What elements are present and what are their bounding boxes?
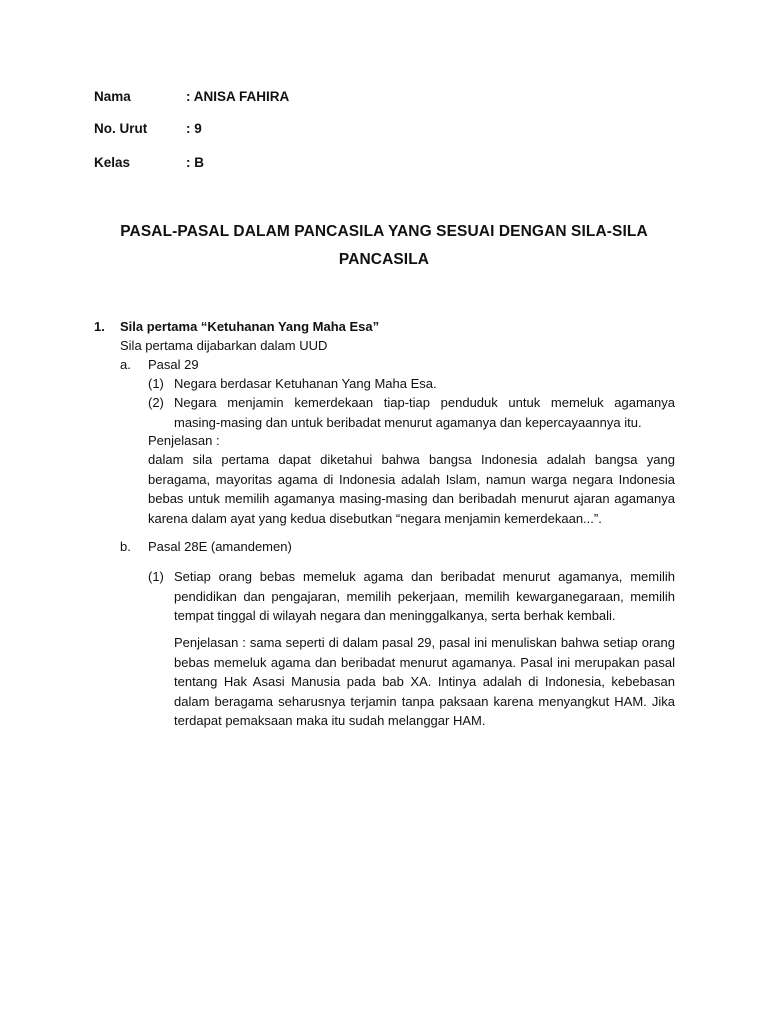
- list-item-text: Negara menjamin kemerdekaan tiap-tiap penduduk untuk memeluk agamanya masing-masing dan untuk beribadat menurut agamanya dan kepercayaannya itu.: [174, 395, 675, 430]
- list-item-text: Negara berdasar Ketuhanan Yang Maha Esa.: [174, 376, 437, 391]
- title-line-1: PASAL-PASAL DALAM PANCASILA YANG SESUAI DENGAN SILA-SILA: [120, 223, 648, 240]
- explanation-paragraph: dalam sila pertama dapat diketahui bahwa bangsa Indonesia adalah bangsa yang beragama, mayoritas agama di Indonesia adalah Islam, namun warga negara Indonesia bebas untuk memilih agamanya masing-masing dan beribadah menurut ajaran agamanya karena dalam ayat yang kedua disebutkan “negara menjamin kemerdekaan...”.: [148, 452, 675, 526]
- list-item-marker: (2): [148, 395, 164, 410]
- name-label: Nama: [94, 89, 131, 104]
- class-value: : B: [186, 155, 204, 170]
- number-value: : 9: [186, 121, 202, 136]
- identity-class-row: [94, 155, 204, 171]
- explanation-paragraph: Penjelasan : sama seperti di dalam pasal 29, pasal ini menuliskan bahwa setiap orang bebas memeluk agama dan beribadat menurut agamanya. Pasal ini merupakan pasal tentang Hak Asasi Manusia pada bab XA. Intinya adalah di Indonesia, kebebasan dalam beragama seharusnya terjamin tanpa paksaan karena menyangkut HAM. Jika terdapat pemaksaan maka itu sudah melanggar HAM.: [174, 635, 675, 728]
- list-item-text: Setiap orang bebas memeluk agama dan beribadat menurut agamanya, memilih pendidikan dan pengajaran, memilih pekerjaan, memilih kewarganegaraan, memilih tempat tinggal di wilayah negara dan meninggalkanya, serta berhak kembali.: [174, 569, 675, 623]
- subsection-b-marker: b.: [120, 539, 131, 554]
- section-heading: Sila pertama “Ketuhanan Yang Maha Esa”: [120, 319, 380, 334]
- document-title: [94, 218, 674, 274]
- identity-name-row: [94, 89, 289, 105]
- subsection-a-title: Pasal 29: [148, 357, 199, 372]
- explanation-label: Penjelasan :: [148, 433, 220, 448]
- subsection-a-marker: a.: [120, 357, 131, 372]
- subsection-b-title: Pasal 28E (amandemen): [148, 539, 292, 554]
- number-label: No. Urut: [94, 121, 148, 136]
- title-line-2: PANCASILA: [338, 251, 430, 268]
- name-value: : ANISA FAHIRA: [186, 89, 290, 104]
- identity-number-row: [94, 121, 202, 137]
- section-intro: Sila pertama dijabarkan dalam UUD: [120, 338, 328, 353]
- list-item-marker: (1): [148, 376, 164, 391]
- list-item-marker: (1): [148, 569, 164, 584]
- section-number: 1.: [94, 319, 105, 334]
- class-label: Kelas: [94, 155, 131, 170]
